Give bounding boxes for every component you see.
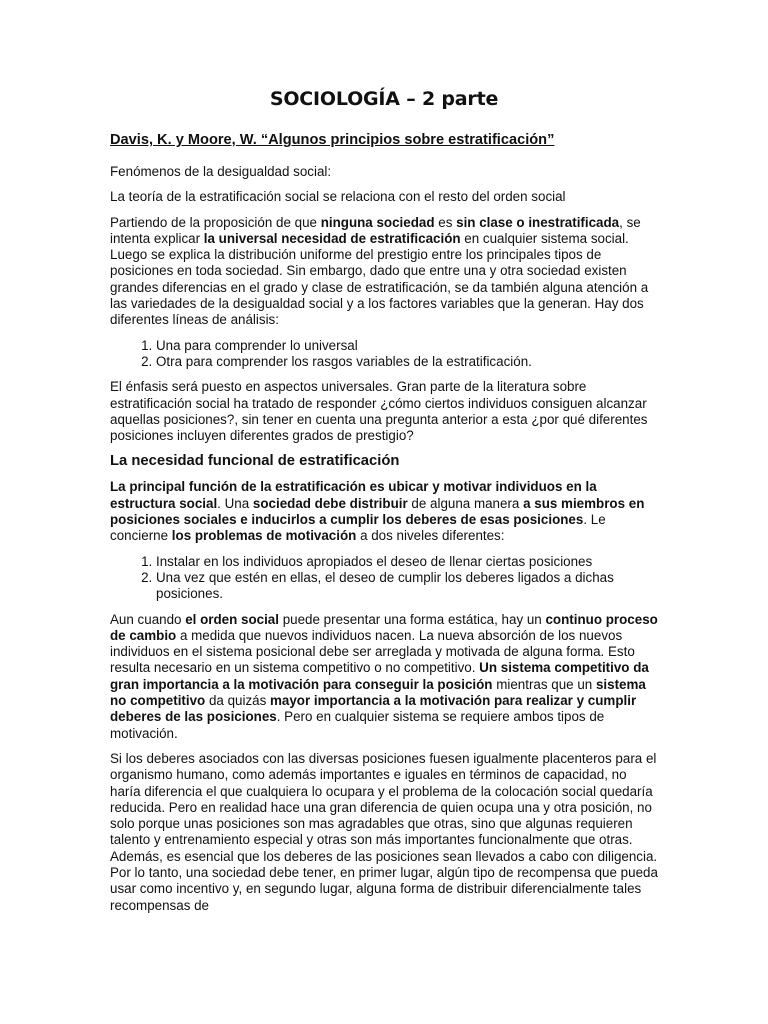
paragraph-teoria: La teoría de la estratificación social se relaciona con el resto del orden social — [110, 189, 566, 205]
document-subtitle: Davis, K. y Moore, W. “Algunos principios sobre estratificación” — [110, 132, 555, 148]
paragraph-deberes: Si los deberes asociados con las diversas posiciones fuesen igualmente placenteros para el organismo humano, como además importantes e iguales en términos de capacidad, no haría diferencia el que cualquiera lo ocupara y el problema de la colocación social quedaría reducida. Pero en realidad hace una gran diferencia de quien ocupa una y otra posición, no solo porque unas posiciones son mas agradables que otras, sino que algunas requieren talento y entrenamiento especial y otras son más importantes funcionalmente que otras. Además, es esencial que los deberes de las posiciones sean llevados a cabo con diligencia. Por lo tanto, una sociedad debe tener, en primer lugar, algún tipo de recompensa que pueda usar como incentivo y, en segundo lugar, alguna forma de distribuir diferencialmente tales recompensas de — [110, 750, 658, 913]
motivation-levels-list — [110, 554, 658, 603]
list-item: 2. Una vez que estén en ellas, el deseo de cumplir los deberes ligados a dichas posiciones. — [156, 570, 658, 603]
paragraph-orden-social: Aun cuando el orden social puede presentar una forma estática, hay un continuo proceso de cambio a medida que nuevos individuos nacen. La nueva absorción de los nuevos individuos en el sistema posicional debe ser arreglada y motivada de alguna forma. Esto resulta necesario en un sistema competitivo o no competitivo. Un sistema competitivo da gran importancia a la motivación para conseguir la posición mientras que un sistema no competitivo da quizás mayor importancia a la motivación para realizar y cumplir deberes de las posiciones. Pero en cualquier sistema se requiere ambos tipos de motivación. — [110, 611, 658, 741]
document-page — [110, 88, 658, 923]
paragraph-funcion: La principal función de la estratificación es ubicar y motivar individuos en la estructura social. Una sociedad debe distribuir de alguna manera a sus miembros en posiciones sociales e inducirlos a cumplir los deberes de esas posiciones. Le concierne los problemas de motivación a dos niveles diferentes: — [110, 479, 645, 544]
paragraph-enfasis: El énfasis será puesto en aspectos universales. Gran parte de la literatura sobre estratificación social ha tratado de responder ¿cómo ciertos individuos consiguen alcanzar aquellas posiciones?, sin tener en cuenta una pregunta anterior a esta ¿por qué diferentes posiciones incluyen diferentes grados de prestigio? — [110, 379, 648, 444]
analysis-lines-list — [110, 338, 658, 371]
paragraph-proposicion: Partiendo de la proposición de que ninguna sociedad es sin clase o inestratificada, se intenta explicar la universal necesidad de estratificación en cualquier sistema social. Luego se explica la distribución uniforme del prestigio entre los principales tipos de posiciones en toda sociedad. Sin embargo, dado que entre una y otra sociedad existen grandes diferencias en el grado y clase de estratificación, se da también alguna atención a las variedades de la desigualdad social y a los factores variables que la generan. Hay dos diferentes líneas de análisis: — [110, 214, 649, 328]
list-item: 2. Otra para comprender los rasgos variables de la estratificación. — [156, 354, 658, 370]
paragraph-fenomenos: Fenómenos de la desigualdad social: — [110, 164, 332, 179]
section-heading: La necesidad funcional de estratificación — [110, 453, 400, 470]
list-item: 1. Instalar en los individuos apropiados el deseo de llenar ciertas posiciones — [156, 554, 658, 570]
document-title: SOCIOLOGÍA – 2 parte — [269, 88, 499, 110]
list-item: 1. Una para comprender lo universal — [156, 338, 658, 354]
